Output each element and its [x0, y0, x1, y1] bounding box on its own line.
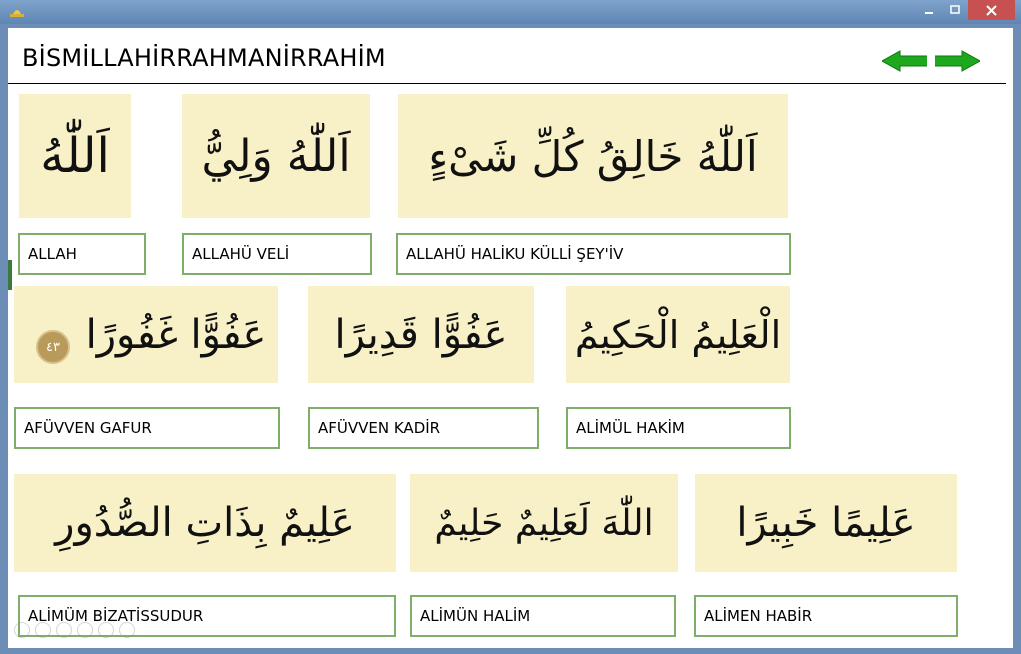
minimize-icon [924, 5, 934, 15]
name-label[interactable]: ALLAH [18, 233, 146, 275]
arabic-tile[interactable] [182, 94, 370, 218]
circle-icon [56, 622, 72, 638]
name-label[interactable]: ALLAHÜ HALİKU KÜLLİ ŞEY'İV [396, 233, 791, 275]
dome-icon [10, 5, 24, 17]
nav-arrows [882, 50, 980, 72]
name-label[interactable]: ALLAHÜ VELİ [182, 233, 372, 275]
verse-number-badge: ٤٣ [36, 330, 70, 364]
arabic-tile[interactable] [308, 286, 534, 383]
arabic-tile[interactable] [19, 94, 131, 218]
arabic-text: اللّٰهَ لَعَلِيمٌ حَلِيمٌ [434, 502, 654, 544]
arabic-text: اَللّٰهُ وَلِيُّ [201, 130, 351, 182]
minimize-button[interactable] [916, 0, 942, 20]
arabic-tile[interactable] [14, 474, 396, 572]
name-label[interactable]: ALİMÜM BİZATİSSUDUR [18, 595, 396, 637]
arabic-text: عَفُوًّا غَفُورًا [85, 311, 267, 358]
maximize-button[interactable] [942, 0, 968, 20]
name-label[interactable]: ALİMÜN HALİM [410, 595, 676, 637]
circle-icon [119, 622, 135, 638]
name-label[interactable]: AFÜVVEN KADİR [308, 407, 539, 449]
arrow-left-icon[interactable] [882, 51, 928, 71]
edge-marker [8, 260, 12, 290]
arabic-text: عَلِيمٌ بِذَاتِ الصُّدُورِ [55, 500, 355, 546]
arabic-text: اَللّٰهُ [40, 128, 110, 184]
arabic-tile[interactable] [566, 286, 790, 383]
name-label[interactable]: AFÜVVEN GAFUR [14, 407, 280, 449]
circle-icon [35, 622, 51, 638]
maximize-icon [950, 5, 960, 15]
header-divider [8, 83, 1006, 84]
circle-icon [98, 622, 114, 638]
arabic-tile[interactable] [410, 474, 678, 572]
close-icon [986, 5, 997, 16]
arabic-tile[interactable] [398, 94, 788, 218]
circle-icon [14, 622, 30, 638]
title-bar[interactable] [0, 0, 1021, 24]
arabic-text: عَلِيمًا خَبِيرًا [736, 500, 916, 546]
name-label[interactable]: ALİMEN HABİR [694, 595, 958, 637]
content-area [8, 28, 1013, 648]
arabic-text: عَفُوًّا قَدِيرًا [334, 311, 508, 358]
name-label[interactable]: ALİMÜL HAKİM [566, 407, 791, 449]
arabic-tile[interactable] [695, 474, 957, 572]
circle-icon [77, 622, 93, 638]
arabic-tile[interactable] [14, 286, 278, 383]
page-title: BİSMİLLAHİRRAHMANİRRAHİM [22, 44, 386, 72]
close-button[interactable] [968, 0, 1015, 20]
arabic-text: اَللّٰهُ خَالِقُ كُلِّ شَىْءٍ [428, 131, 758, 181]
watermark-icons [14, 622, 135, 638]
arrow-right-icon[interactable] [934, 51, 980, 71]
arabic-text: الْعَلِيمُ الْحَكِيمُ [574, 312, 782, 357]
